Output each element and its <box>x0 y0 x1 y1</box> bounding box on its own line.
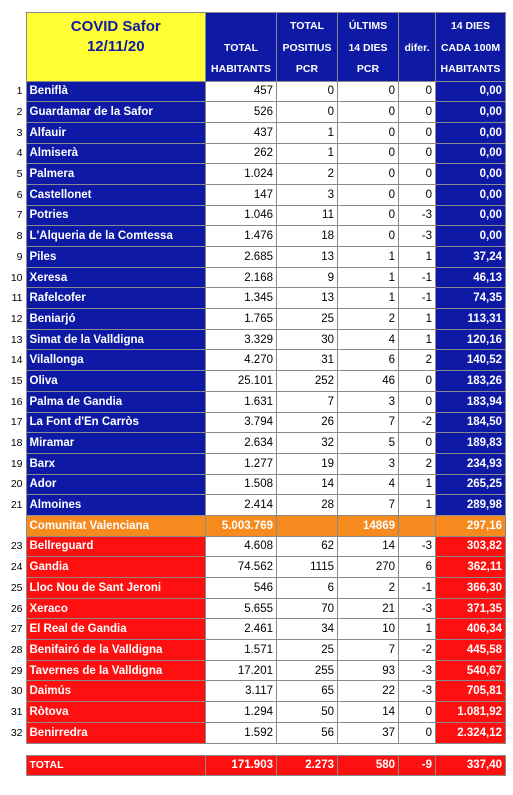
municipality-name: Tavernes de la Valldigna <box>26 660 206 681</box>
row-number: 31 <box>6 702 26 723</box>
total-positius-pcr: 34 <box>277 619 338 640</box>
total-habitants: 74.562 <box>206 557 277 578</box>
table-row <box>6 412 506 433</box>
index-14-dies-100m: 540,67 <box>436 660 506 681</box>
difer: 0 <box>399 722 436 743</box>
row-number: 5 <box>6 164 26 185</box>
ultims-14-dies-pcr: 0 <box>338 102 399 123</box>
index-14-dies-100m: 0,00 <box>436 81 506 102</box>
ultims-14-dies-pcr: 0 <box>338 164 399 185</box>
total-positius-pcr: 25 <box>277 640 338 661</box>
index-14-dies-100m: 705,81 <box>436 681 506 702</box>
index-14-dies-100m: 189,83 <box>436 433 506 454</box>
ultims-14-dies-pcr: 7 <box>338 640 399 661</box>
total-positius-pcr: 255 <box>277 660 338 681</box>
row-number: 17 <box>6 412 26 433</box>
table-row <box>6 143 506 164</box>
total-habitants: 1.345 <box>206 288 277 309</box>
row-number: 11 <box>6 288 26 309</box>
spacer-row <box>6 743 506 755</box>
index-14-dies-100m: 303,82 <box>436 536 506 557</box>
total-habitants: 1.277 <box>206 453 277 474</box>
difer: -3 <box>399 536 436 557</box>
ultims-14-dies-pcr: 4 <box>338 329 399 350</box>
municipality-name: Alfauir <box>26 122 206 143</box>
difer: -1 <box>399 267 436 288</box>
total-row <box>6 755 506 776</box>
total-positius-pcr: 9 <box>277 267 338 288</box>
spacer-cell <box>399 743 436 755</box>
table-row <box>6 371 506 392</box>
ultims-14-dies-pcr: 6 <box>338 350 399 371</box>
municipality-name: Xeresa <box>26 267 206 288</box>
ultims-14-dies-pcr: 2 <box>338 309 399 330</box>
total-habitants: 3.329 <box>206 329 277 350</box>
total-habitants: 1.024 <box>206 164 277 185</box>
index-14-dies-100m: 74,35 <box>436 288 506 309</box>
difer: 1 <box>399 247 436 268</box>
municipality-name: Oliva <box>26 371 206 392</box>
difer: -2 <box>399 640 436 661</box>
municipality-name: Bellreguard <box>26 536 206 557</box>
total-habitants: 17.201 <box>206 660 277 681</box>
difer: 0 <box>399 184 436 205</box>
index-14-dies-100m: 265,25 <box>436 474 506 495</box>
municipality-name: Xeraco <box>26 598 206 619</box>
row-number: 3 <box>6 122 26 143</box>
total-positius-pcr: 56 <box>277 722 338 743</box>
index-14-dies-100m: 234,93 <box>436 453 506 474</box>
index-14-dies-100m: 0,00 <box>436 143 506 164</box>
difer: -1 <box>399 578 436 599</box>
index-14-dies-100m: 183,94 <box>436 391 506 412</box>
spacer-cell <box>6 743 26 755</box>
total-habitants: 3.794 <box>206 412 277 433</box>
municipality-name: Barx <box>26 453 206 474</box>
row-number: 15 <box>6 371 26 392</box>
index-14-dies-100m: 0,00 <box>436 226 506 247</box>
index-14-dies-100m: 289,98 <box>436 495 506 516</box>
total-positius-pcr: 26 <box>277 412 338 433</box>
row-number: 32 <box>6 722 26 743</box>
row-number: 20 <box>6 474 26 495</box>
table-row <box>6 578 506 599</box>
table-row <box>6 702 506 723</box>
total-habitants: 2.168 <box>206 267 277 288</box>
table-row <box>6 722 506 743</box>
municipality-name: Benifairó de la Valldigna <box>26 640 206 661</box>
total-positius-pcr: 13 <box>277 247 338 268</box>
row-number: 1 <box>6 81 26 102</box>
total-habitants: 1.571 <box>206 640 277 661</box>
ultims-14-dies-pcr: 14869 <box>338 515 399 536</box>
index-14-dies-100m: 113,31 <box>436 309 506 330</box>
total-positius-pcr: 0 <box>277 102 338 123</box>
spacer-cell <box>338 743 399 755</box>
difer: 0 <box>399 371 436 392</box>
index-14-dies-100m: 46,13 <box>436 267 506 288</box>
municipality-name: Rafelcofer <box>26 288 206 309</box>
municipality-name: Ador <box>26 474 206 495</box>
total-habitants: 1.508 <box>206 474 277 495</box>
index-14-dies-100m: 366,30 <box>436 578 506 599</box>
spacer-cell <box>206 743 277 755</box>
ultims-14-dies-pcr: 0 <box>338 81 399 102</box>
ultims-14-dies-pcr: 46 <box>338 371 399 392</box>
ultims-14-dies-pcr: 2 <box>338 578 399 599</box>
total-habitants: 2.461 <box>206 619 277 640</box>
municipality-name: El Real de Gandia <box>26 619 206 640</box>
municipality-name: Comunitat Valenciana <box>26 515 206 536</box>
total-positius-pcr: 28 <box>277 495 338 516</box>
row-number: 28 <box>6 640 26 661</box>
total-ultims-sum: 580 <box>338 755 399 776</box>
total-positius-pcr: 30 <box>277 329 338 350</box>
total-habitants: 457 <box>206 81 277 102</box>
difer: -3 <box>399 598 436 619</box>
municipality-name: Benirredra <box>26 722 206 743</box>
total-positius-pcr: 1 <box>277 122 338 143</box>
total-positius-pcr: 31 <box>277 350 338 371</box>
total-index: 337,40 <box>436 755 506 776</box>
table-row <box>6 164 506 185</box>
total-positius-pcr: 0 <box>277 81 338 102</box>
difer: 0 <box>399 81 436 102</box>
ultims-14-dies-pcr: 37 <box>338 722 399 743</box>
total-habitants: 25.101 <box>206 371 277 392</box>
row-number: 9 <box>6 247 26 268</box>
title-line-2: 12/11/20 <box>86 38 145 55</box>
total-positius-pcr: 252 <box>277 371 338 392</box>
table-row <box>6 122 506 143</box>
difer: 0 <box>399 164 436 185</box>
municipality-name: Beniflà <box>26 81 206 102</box>
row-number: 25 <box>6 578 26 599</box>
ultims-14-dies-pcr: 22 <box>338 681 399 702</box>
ultims-14-dies-pcr: 14 <box>338 536 399 557</box>
municipality-name: L'Alqueria de la Comtessa <box>26 226 206 247</box>
difer: 0 <box>399 702 436 723</box>
total-difer-sum: -9 <box>399 755 436 776</box>
table-row <box>6 660 506 681</box>
total-habitants: 5.003.769 <box>206 515 277 536</box>
total-positius-pcr: 25 <box>277 309 338 330</box>
ultims-14-dies-pcr: 1 <box>338 247 399 268</box>
difer: -3 <box>399 660 436 681</box>
total-habitants: 1.592 <box>206 722 277 743</box>
ultims-14-dies-pcr: 93 <box>338 660 399 681</box>
index-14-dies-100m: 0,00 <box>436 205 506 226</box>
municipality-name: Simat de la Valldigna <box>26 329 206 350</box>
covid-table <box>6 12 506 776</box>
index-14-dies-100m: 184,50 <box>436 412 506 433</box>
index-14-dies-100m: 445,58 <box>436 640 506 661</box>
ultims-14-dies-pcr: 0 <box>338 184 399 205</box>
ultims-14-dies-pcr: 0 <box>338 226 399 247</box>
index-14-dies-100m: 371,35 <box>436 598 506 619</box>
difer <box>399 515 436 536</box>
table-row <box>6 205 506 226</box>
total-positius-pcr: 65 <box>277 681 338 702</box>
table-row <box>6 391 506 412</box>
table-row <box>6 247 506 268</box>
difer: 1 <box>399 309 436 330</box>
municipality-name: Gandia <box>26 557 206 578</box>
total-habitants: 4.270 <box>206 350 277 371</box>
row-number: 12 <box>6 309 26 330</box>
row-number: 24 <box>6 557 26 578</box>
total-habitants: 5.655 <box>206 598 277 619</box>
table-row <box>6 474 506 495</box>
row-number: 14 <box>6 350 26 371</box>
index-14-dies-100m: 120,16 <box>436 329 506 350</box>
total-positius-pcr: 1115 <box>277 557 338 578</box>
row-number: 4 <box>6 143 26 164</box>
row-number <box>6 755 26 776</box>
sheet-title <box>26 13 206 82</box>
total-positius-pcr <box>277 515 338 536</box>
total-positius-pcr: 6 <box>277 578 338 599</box>
total-habitants: 1.765 <box>206 309 277 330</box>
ultims-14-dies-pcr: 1 <box>338 267 399 288</box>
ultims-14-dies-pcr: 7 <box>338 412 399 433</box>
difer: 1 <box>399 474 436 495</box>
table-row <box>6 495 506 516</box>
index-14-dies-100m: 2.324,12 <box>436 722 506 743</box>
table-row <box>6 288 506 309</box>
municipality-name: La Font d'En Carròs <box>26 412 206 433</box>
difer: 1 <box>399 619 436 640</box>
total-positius-pcr: 70 <box>277 598 338 619</box>
row-number: 6 <box>6 184 26 205</box>
row-number: 18 <box>6 433 26 454</box>
difer: 0 <box>399 102 436 123</box>
difer: -2 <box>399 412 436 433</box>
header-14-dies-100m: 14 DIES CADA 100M HABITANTS <box>436 13 506 82</box>
row-number: 26 <box>6 598 26 619</box>
ultims-14-dies-pcr: 3 <box>338 453 399 474</box>
table-row <box>6 640 506 661</box>
total-habitants: 4.608 <box>206 536 277 557</box>
total-habitants: 2.685 <box>206 247 277 268</box>
difer: 0 <box>399 122 436 143</box>
ultims-14-dies-pcr: 7 <box>338 495 399 516</box>
table-row <box>6 102 506 123</box>
difer: 2 <box>399 453 436 474</box>
row-number: 21 <box>6 495 26 516</box>
index-14-dies-100m: 362,11 <box>436 557 506 578</box>
row-number: 19 <box>6 453 26 474</box>
table-row <box>6 226 506 247</box>
spacer-cell <box>436 743 506 755</box>
total-habitants: 1.046 <box>206 205 277 226</box>
ultims-14-dies-pcr: 10 <box>338 619 399 640</box>
table-row <box>6 81 506 102</box>
total-habitants: 437 <box>206 122 277 143</box>
index-14-dies-100m: 1.081,92 <box>436 702 506 723</box>
ultims-14-dies-pcr: 0 <box>338 205 399 226</box>
ultims-14-dies-pcr: 270 <box>338 557 399 578</box>
municipality-name: Palmera <box>26 164 206 185</box>
total-label: TOTAL <box>26 755 206 776</box>
total-habitants: 546 <box>206 578 277 599</box>
covid-safor-sheet <box>6 12 506 776</box>
difer: -3 <box>399 205 436 226</box>
table-row <box>6 598 506 619</box>
row-number: 10 <box>6 267 26 288</box>
row-number: 2 <box>6 102 26 123</box>
difer: 0 <box>399 143 436 164</box>
row-number: 29 <box>6 660 26 681</box>
row-number: 23 <box>6 536 26 557</box>
row-number: 30 <box>6 681 26 702</box>
ultims-14-dies-pcr: 5 <box>338 433 399 454</box>
index-14-dies-100m: 0,00 <box>436 184 506 205</box>
municipality-name: Castellonet <box>26 184 206 205</box>
header-row <box>6 13 506 82</box>
total-positius-pcr: 7 <box>277 391 338 412</box>
total-positius-sum: 2.273 <box>277 755 338 776</box>
municipality-name: Guardamar de la Safor <box>26 102 206 123</box>
total-habitants: 1.294 <box>206 702 277 723</box>
municipality-name: Palma de Gandia <box>26 391 206 412</box>
total-positius-pcr: 18 <box>277 226 338 247</box>
header-total-positius: TOTAL POSITIUS PCR <box>277 13 338 82</box>
municipality-name: Lloc Nou de Sant Jeroni <box>26 578 206 599</box>
row-number: 7 <box>6 205 26 226</box>
table-row <box>6 267 506 288</box>
table-row <box>6 557 506 578</box>
index-14-dies-100m: 0,00 <box>436 164 506 185</box>
total-positius-pcr: 13 <box>277 288 338 309</box>
total-positius-pcr: 19 <box>277 453 338 474</box>
table-row <box>6 681 506 702</box>
table-row <box>6 433 506 454</box>
total-positius-pcr: 62 <box>277 536 338 557</box>
ultims-14-dies-pcr: 0 <box>338 143 399 164</box>
ultims-14-dies-pcr: 3 <box>338 391 399 412</box>
municipality-name: Vilallonga <box>26 350 206 371</box>
table-row <box>6 329 506 350</box>
total-habitants: 526 <box>206 102 277 123</box>
difer: -1 <box>399 288 436 309</box>
row-number: 16 <box>6 391 26 412</box>
title-line-1: COVID Safor <box>70 18 161 35</box>
total-positius-pcr: 50 <box>277 702 338 723</box>
difer: 1 <box>399 329 436 350</box>
table-row <box>6 619 506 640</box>
row-number: 27 <box>6 619 26 640</box>
total-positius-pcr: 1 <box>277 143 338 164</box>
total-positius-pcr: 32 <box>277 433 338 454</box>
row-number: 13 <box>6 329 26 350</box>
index-14-dies-100m: 0,00 <box>436 122 506 143</box>
difer: 6 <box>399 557 436 578</box>
municipality-name: Ròtova <box>26 702 206 723</box>
index-14-dies-100m: 183,26 <box>436 371 506 392</box>
index-14-dies-100m: 297,16 <box>436 515 506 536</box>
index-14-dies-100m: 406,34 <box>436 619 506 640</box>
total-habitants: 3.117 <box>206 681 277 702</box>
spacer-cell <box>277 743 338 755</box>
total-habitants: 2.634 <box>206 433 277 454</box>
total-habitants: 147 <box>206 184 277 205</box>
row-number: 8 <box>6 226 26 247</box>
ultims-14-dies-pcr: 1 <box>338 288 399 309</box>
difer: -3 <box>399 681 436 702</box>
difer: 0 <box>399 433 436 454</box>
municipality-name: Miramar <box>26 433 206 454</box>
municipality-name: Potries <box>26 205 206 226</box>
row-number <box>6 515 26 536</box>
ultims-14-dies-pcr: 0 <box>338 122 399 143</box>
municipality-name: Almoines <box>26 495 206 516</box>
header-difer: difer. <box>399 13 436 82</box>
table-row <box>6 184 506 205</box>
ultims-14-dies-pcr: 21 <box>338 598 399 619</box>
spacer-cell <box>26 743 206 755</box>
table-row <box>6 309 506 330</box>
difer: 0 <box>399 391 436 412</box>
table-row <box>6 453 506 474</box>
index-14-dies-100m: 0,00 <box>436 102 506 123</box>
total-habitants-sum: 171.903 <box>206 755 277 776</box>
total-positius-pcr: 11 <box>277 205 338 226</box>
table-row <box>6 536 506 557</box>
total-positius-pcr: 2 <box>277 164 338 185</box>
total-habitants: 2.414 <box>206 495 277 516</box>
ultims-14-dies-pcr: 4 <box>338 474 399 495</box>
municipality-name: Piles <box>26 247 206 268</box>
difer: -3 <box>399 226 436 247</box>
total-habitants: 1.476 <box>206 226 277 247</box>
header-ultims-14-dies: ÚLTIMS 14 DIES PCR <box>338 13 399 82</box>
total-habitants: 262 <box>206 143 277 164</box>
ultims-14-dies-pcr: 14 <box>338 702 399 723</box>
header-total-habitants: TOTAL HABITANTS <box>206 13 277 82</box>
total-positius-pcr: 14 <box>277 474 338 495</box>
total-positius-pcr: 3 <box>277 184 338 205</box>
total-habitants: 1.631 <box>206 391 277 412</box>
index-14-dies-100m: 37,24 <box>436 247 506 268</box>
table-row <box>6 515 506 536</box>
difer: 2 <box>399 350 436 371</box>
municipality-name: Daimús <box>26 681 206 702</box>
municipality-name: Beniarjó <box>26 309 206 330</box>
municipality-name: Almiserà <box>26 143 206 164</box>
index-14-dies-100m: 140,52 <box>436 350 506 371</box>
table-row <box>6 350 506 371</box>
difer: 1 <box>399 495 436 516</box>
